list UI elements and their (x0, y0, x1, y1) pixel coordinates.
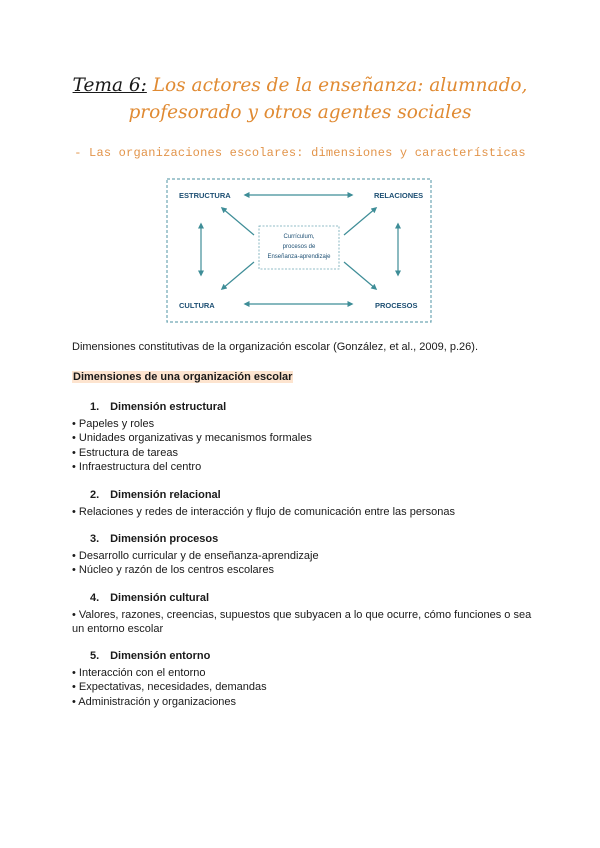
label-relaciones: RELACIONES (374, 191, 424, 200)
list-item: • Administración y organizaciones (72, 695, 237, 708)
list-item: • Expectativas, necesidades, demandas (72, 681, 267, 693)
label-estructura: ESTRUCTURA (179, 191, 231, 200)
title-line-1 (0, 72, 600, 99)
dimension-4 (72, 591, 532, 637)
dimension-number: 3. (90, 533, 100, 545)
subtitle: - Las organizaciones escolares: dimensiones y características (74, 146, 526, 160)
list-item: • Unidades organizativas y mecanismos formales (72, 432, 312, 444)
dimension-heading (72, 649, 532, 664)
center-line-1: Currículum, (283, 234, 315, 240)
diagram-svg (166, 178, 432, 323)
title-main-line-1: Los actores de la enseñanza: alumnado, (152, 75, 528, 96)
title-line-2: profesorado y otros agentes sociales (128, 102, 472, 123)
dimension-5 (72, 649, 532, 709)
list-item: • Núcleo y razón de los centros escolares (72, 564, 274, 576)
dimension-2 (72, 488, 532, 519)
title-prefix: Tema 6: (72, 75, 147, 96)
arrow-center-to-top-left (222, 208, 254, 235)
dimension-title: Dimensión cultural (110, 592, 210, 604)
dimension-number: 5. (90, 650, 100, 662)
dimension-title: Dimensión procesos (110, 533, 219, 545)
dimensions-diagram (166, 178, 432, 323)
arrow-center-to-top-right (344, 208, 376, 235)
dimension-number: 4. (90, 592, 100, 604)
list-item: • Relaciones y redes de interacción y flujo de comunicación entre las personas (72, 505, 455, 518)
label-cultura: CULTURA (179, 301, 215, 310)
arrow-center-to-bottom-left (222, 262, 254, 289)
list-item: • Estructura de tareas (72, 446, 178, 459)
diagram-caption: Dimensiones constitutivas de la organización escolar (González, et al., 2009, p.26). (72, 341, 478, 353)
list-item: • Valores, razones, creencias, supuestos que subyacen a lo que ocurre, cómo funciones o sea un entorno escolar (72, 608, 532, 635)
dimension-heading (72, 400, 532, 415)
dimension-number: 2. (90, 489, 100, 501)
dimension-number: 1. (90, 401, 100, 413)
dimension-heading (72, 488, 532, 503)
arrow-center-to-bottom-right (344, 262, 376, 289)
dimension-title: Dimensión estructural (110, 401, 227, 413)
dimension-1 (72, 400, 532, 475)
dimension-title: Dimensión relacional (110, 489, 221, 501)
dimension-3 (72, 532, 532, 578)
list-item: • Interacción con el entorno (72, 666, 206, 679)
list-item: • Papeles y roles (72, 417, 155, 430)
list-item: • Infraestructura del centro (72, 461, 202, 473)
label-procesos: PROCESOS (375, 301, 418, 310)
section-title: Dimensiones de una organización escolar (73, 371, 293, 383)
dimension-title: Dimensión entorno (110, 650, 211, 662)
center-line-3: Enseñanza-aprendizaje (267, 254, 331, 260)
center-line-2: procesos de (282, 244, 316, 250)
list-item: • Desarrollo curricular y de enseñanza-aprendizaje (72, 549, 319, 562)
dimension-heading (72, 591, 532, 606)
dimension-heading (72, 532, 532, 547)
page-title (0, 72, 600, 126)
